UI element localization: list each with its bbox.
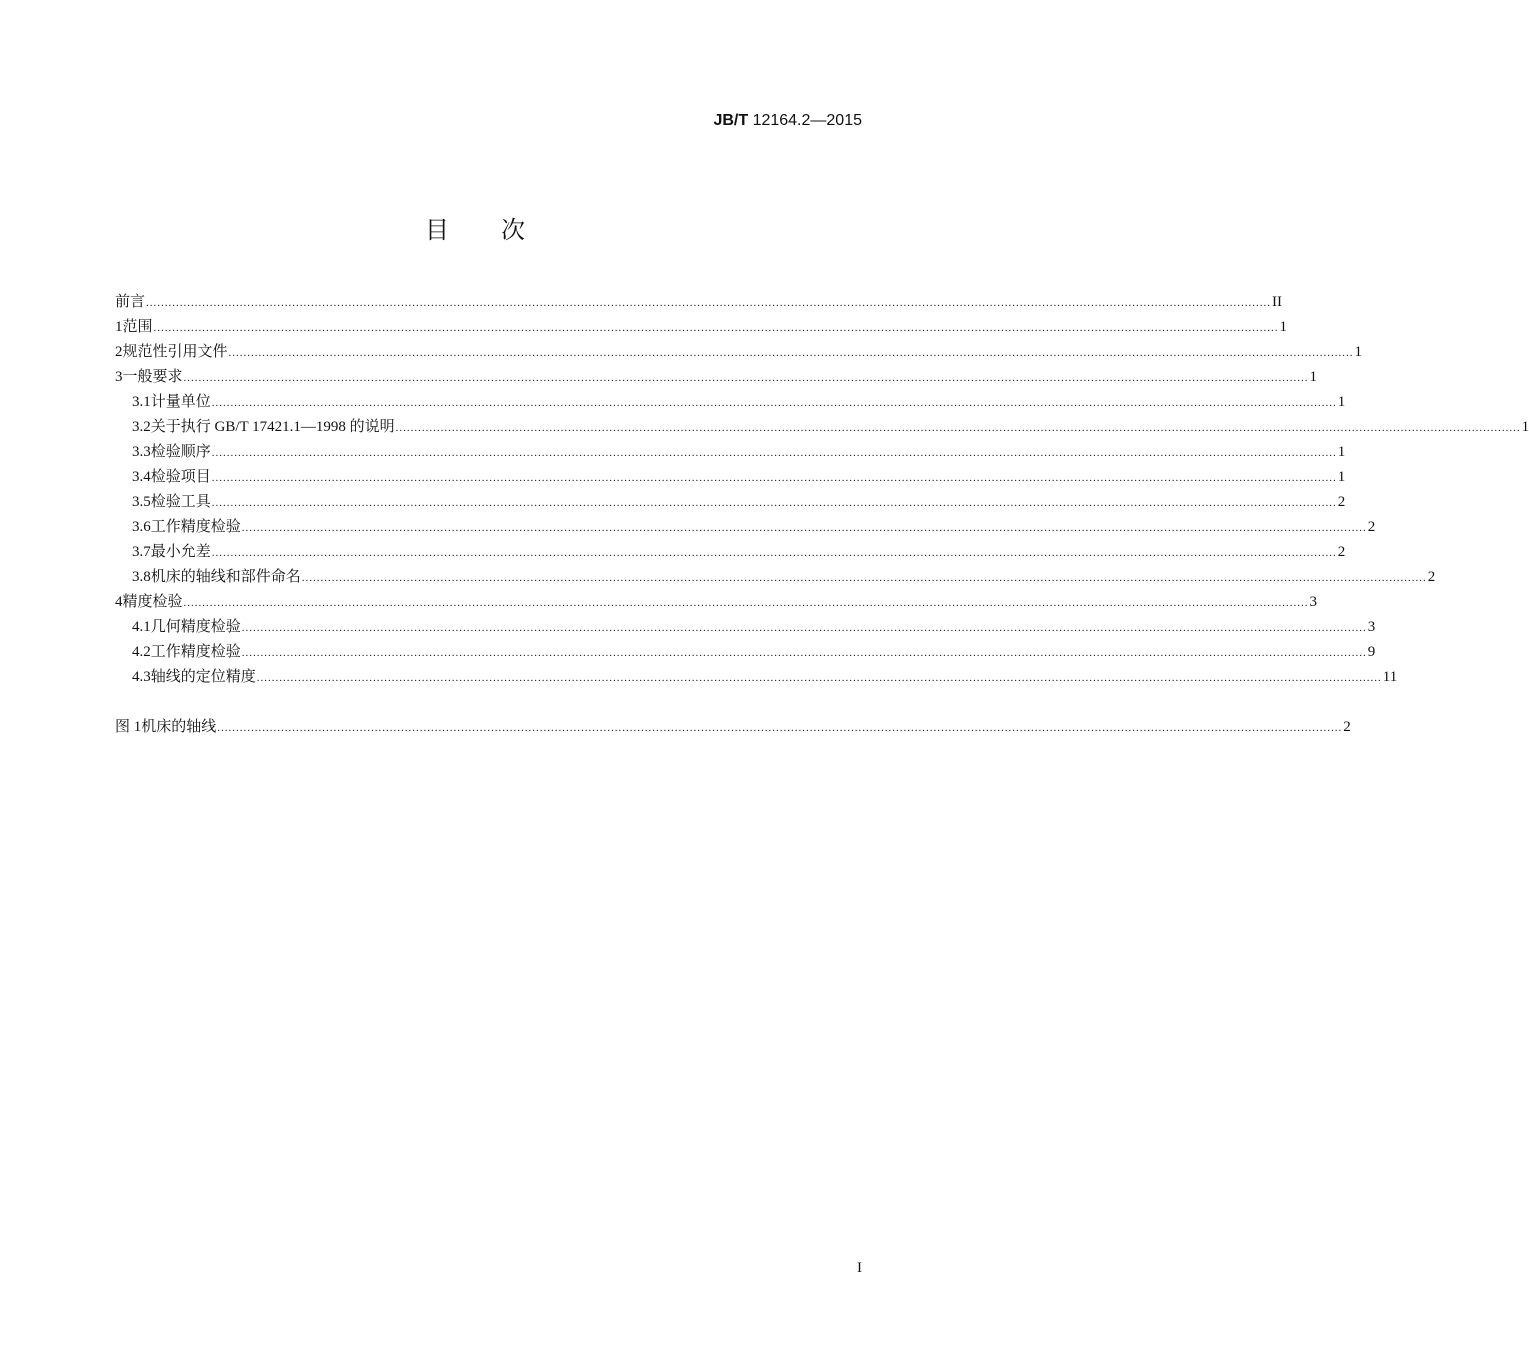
dot-leader: ............................................................................................................................................................................................................................................................................................................	[211, 447, 1337, 459]
toc-entry[interactable]: 3.7 最小允差 ............................................................................................................................................................................................................................................................................................................ 2	[115, 540, 862, 565]
dot-leader: ............................................................................................................................................................................................................................................................................................................	[183, 597, 1309, 609]
dot-leader: ............................................................................................................................................................................................................................................................................................................	[183, 372, 1309, 384]
dot-leader: ............................................................................................................................................................................................................................................................................................................	[211, 472, 1337, 484]
toc-entry[interactable]: 3.3 检验顺序 ............................................................................................................................................................................................................................................................................................................ 1	[115, 440, 862, 465]
dot-leader: ............................................................................................................................................................................................................................................................................................................	[146, 297, 1272, 309]
standard-code-number: 12164.2—2015	[752, 112, 862, 129]
dot-leader: ............................................................................................................................................................................................................................................................................................................	[153, 322, 1279, 334]
dot-leader: ............................................................................................................................................................................................................................................................................................................	[301, 572, 1427, 584]
dot-leader: ............................................................................................................................................................................................................................................................................................................	[256, 672, 1382, 684]
toc-entry[interactable]: 3.6 工作精度检验 ............................................................................................................................................................................................................................................................................................................ 2	[115, 515, 862, 540]
page-title: 目 次	[425, 216, 525, 244]
toc-entry[interactable]: 4.1 几何精度检验 ............................................................................................................................................................................................................................................................................................................ 3	[115, 615, 862, 640]
toc-entry[interactable]: 3.2 关于执行 GB/T 17421.1—1998 的说明 ............................................................................................................................................................................................................................................................................................................ 1	[115, 415, 862, 440]
dot-leader: ............................................................................................................................................................................................................................................................................................................	[211, 547, 1337, 559]
dot-leader: ............................................................................................................................................................................................................................................................................................................	[211, 497, 1337, 509]
toc-entry[interactable]: 4 精度检验 ............................................................................................................................................................................................................................................................................................................ 3	[115, 590, 862, 615]
dot-leader: ............................................................................................................................................................................................................................................................................................................	[241, 647, 1367, 659]
dot-leader: ............................................................................................................................................................................................................................................................................................................	[395, 422, 1521, 434]
toc-entry[interactable]: 3.4 检验项目 ............................................................................................................................................................................................................................................................................................................ 1	[115, 465, 862, 490]
dot-leader: ............................................................................................................................................................................................................................................................................................................	[241, 622, 1367, 634]
dot-leader: ............................................................................................................................................................................................................................................................................................................	[228, 347, 1354, 359]
dot-leader: ............................................................................................................................................................................................................................................................................................................	[241, 522, 1367, 534]
toc-entry[interactable]: 2 规范性引用文件 ............................................................................................................................................................................................................................................................................................................ 1	[115, 340, 862, 365]
page-number: I	[857, 1260, 862, 1276]
dot-leader: ............................................................................................................................................................................................................................................................................................................	[217, 722, 1343, 734]
toc-entry[interactable]: 前言 ............................................................................................................................................................................................................................................................................................................ II	[115, 290, 862, 315]
toc-entry[interactable]: 4.2 工作精度检验 ............................................................................................................................................................................................................................................................................................................ 9	[115, 640, 862, 665]
table-of-contents	[115, 290, 1529, 740]
toc-entry[interactable]: 3.8 机床的轴线和部件命名 ............................................................................................................................................................................................................................................................................................................ 2	[115, 565, 862, 590]
standard-code	[713, 112, 862, 130]
toc-entry[interactable]: 1 范围 ............................................................................................................................................................................................................................................................................................................ 1	[115, 315, 862, 340]
dot-leader: ............................................................................................................................................................................................................................................................................................................	[211, 397, 1337, 409]
toc-entry[interactable]: 4.3 轴线的定位精度 ............................................................................................................................................................................................................................................................................................................ 11	[115, 665, 862, 690]
standard-code-prefix: JB/T	[713, 112, 749, 129]
toc-entry[interactable]: 3 一般要求 ............................................................................................................................................................................................................................................................................................................ 1	[115, 365, 862, 390]
toc-entry[interactable]: 3.1 计量单位 ............................................................................................................................................................................................................................................................................................................ 1	[115, 390, 862, 415]
toc-entry[interactable]: 3.5 检验工具 ............................................................................................................................................................................................................................................................................................................ 2	[115, 490, 862, 515]
figure-entry[interactable]: 图 1 机床的轴线 ............................................................................................................................................................................................................................................................................................................ 2	[115, 715, 862, 740]
